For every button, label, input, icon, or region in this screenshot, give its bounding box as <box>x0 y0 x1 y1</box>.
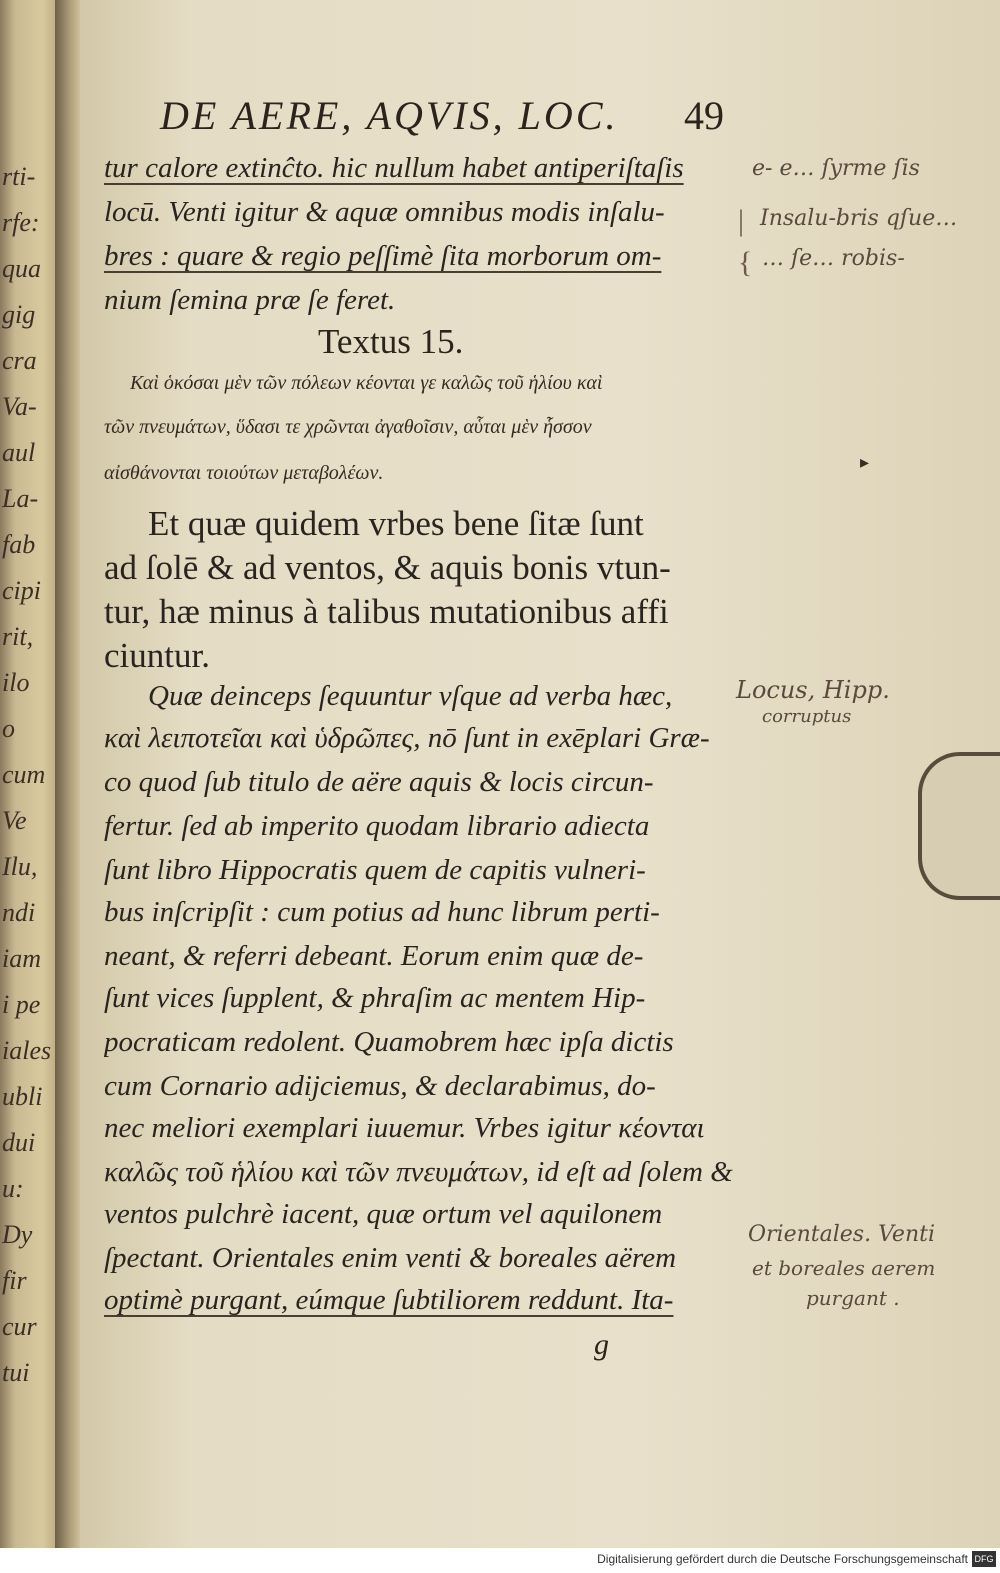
facing-page-fragment: rfe: <box>2 208 40 237</box>
page-clip <box>918 752 1000 900</box>
margin-bracket: { <box>738 246 753 279</box>
commentary-line: nec meliori exemplari iuuemur. Vrbes igitur κέονται <box>104 1112 705 1144</box>
commentary-line: καλῶς τοῦ ἡλίου καὶ τῶν πνευμάτων, id eſt ad ſolem & <box>104 1156 733 1188</box>
facing-page-fragment: cipi <box>2 576 41 605</box>
facing-page-fragment: cur <box>2 1312 37 1341</box>
facing-page-fragment: fab <box>2 530 36 559</box>
facing-page-fragment: rti- <box>2 162 36 191</box>
facing-page-fragment: ndi <box>2 898 36 927</box>
marginal-note: Insalu-bris qſue… <box>760 206 958 231</box>
commentary-line: ſunt vices ſupplent, & phraſim ac mentem Hip- <box>104 982 646 1014</box>
facing-page-fragment: gig <box>2 300 36 329</box>
section-title: Textus 15. <box>318 322 464 361</box>
facing-page-fragment: iales <box>2 1036 52 1065</box>
facing-page-fragment: rit, <box>2 622 34 651</box>
commentary-line: bus inſcripſit : cum potius ad hunc librum perti- <box>104 896 660 928</box>
facing-page-fragment: dui <box>2 1128 36 1157</box>
footer-credit: Digitalisierung gefördert durch die Deutsche Forschungsgemeinschaft <box>597 1552 968 1566</box>
commentary-line: ventos pulchrè iacent, quæ ortum vel aquilonem <box>104 1198 663 1230</box>
facing-page-fragment: cra <box>2 346 37 375</box>
facing-page-edge <box>0 0 60 1548</box>
facing-page-fragment: La- <box>2 484 39 513</box>
facing-page-fragment: ubli <box>2 1082 43 1111</box>
translation-line: tur, hæ minus à talibus mutationibus affi <box>104 592 669 631</box>
marginal-note: corruptus <box>762 706 852 727</box>
footer-bar <box>0 1548 1000 1573</box>
facing-page-fragment: aul <box>2 438 36 467</box>
commentary-line: fertur. ſed ab imperito quodam librario adiecta <box>104 810 650 842</box>
marginal-note: … ſe… robis- <box>762 246 905 271</box>
facing-page-fragment: ilo <box>2 668 30 697</box>
facing-page-fragment: Va- <box>2 392 37 421</box>
commentary-line: ſpectant. Orientales enim venti & boreales aërem <box>104 1242 677 1274</box>
commentary-line: cum Cornario adijciemus, & declarabimus, do- <box>104 1070 656 1102</box>
facing-page-fragment: iam <box>2 944 41 973</box>
text-line: tur calore extinĉto. hic nullum habet antiperiſtaſis <box>104 152 684 184</box>
dfg-logo: DFG <box>972 1551 996 1567</box>
text-line: bres : quare & regio peſſimè ſita morborum om- <box>104 240 662 272</box>
facing-page-fragment: fir <box>2 1266 27 1295</box>
translation-line: Et quæ quidem vrbes bene ſitæ ſunt <box>148 504 644 543</box>
marginal-note: Locus, Hipp. <box>736 676 890 704</box>
facing-page-fragment: Ilu, <box>2 852 38 881</box>
commentary-line: ſunt libro Hippocratis quem de capitis vulneri- <box>104 854 646 886</box>
translation-line: ad ſolē & ad ventos, & aquis bonis vtun- <box>104 548 671 587</box>
facing-page-fragment: i pe <box>2 990 41 1019</box>
commentary-line: καὶ λειποτεῖαι καὶ ὑδρῶπες, nō ſunt in exēplari Græ- <box>104 722 710 754</box>
facing-page-fragment: cum <box>2 760 46 789</box>
commentary-line: co quod ſub titulo de aëre aquis & locis circun- <box>104 766 654 798</box>
marginal-note: Orientales. Venti <box>748 1222 935 1247</box>
greek-line: Καὶ ὁκόσαι μὲν τῶν πόλεων κέονται γε καλῶς τοῦ ἡλίου καὶ <box>130 372 603 394</box>
commentary-line: pocraticam redolent. Quamobrem hæc ipſa dictis <box>104 1026 674 1058</box>
ink-mark: ▸ <box>860 452 870 472</box>
book-gutter <box>55 0 83 1548</box>
greek-line: τῶν πνευμάτων, ὕδασι τε χρῶνται ἀγαθοῖσιν, αὗται μὲν ἧσσον <box>104 416 592 438</box>
facing-page-fragment: Ve <box>2 806 27 835</box>
marginal-note: purgant . <box>806 1286 900 1310</box>
facing-page-fragment: u: <box>2 1174 24 1203</box>
translation-line: ciuntur. <box>104 636 210 675</box>
facing-page-fragment: o <box>2 714 15 743</box>
signature-mark: g <box>594 1328 609 1361</box>
commentary-line: optimè purgant, eúmque ſubtiliorem reddunt. Ita- <box>104 1284 674 1316</box>
margin-bracket: | <box>738 204 745 237</box>
commentary-line: neant, & referri debeant. Eorum enim quæ de- <box>104 940 644 972</box>
commentary-line: Quæ deinceps ſequuntur vſque ad verba hæc, <box>148 680 673 712</box>
marginal-note: e- e… ſyrme ſis <box>752 156 920 181</box>
facing-page-fragment: Dy <box>2 1220 33 1249</box>
greek-line: αἰσθάνονται τοιούτων μεταβολέων. <box>104 462 384 484</box>
running-head: DE AERE, AQVIS, LOC. <box>160 93 619 138</box>
facing-page-fragment: tui <box>2 1358 30 1387</box>
page-number: 49 <box>684 93 724 138</box>
text-line: locū. Venti igitur & aquæ omnibus modis inſalu- <box>104 196 665 228</box>
facing-page-fragment: qua <box>2 254 41 283</box>
marginal-note: et boreales aerem <box>752 1256 936 1280</box>
text-line: nium ſemina præ ſe feret. <box>104 284 396 316</box>
